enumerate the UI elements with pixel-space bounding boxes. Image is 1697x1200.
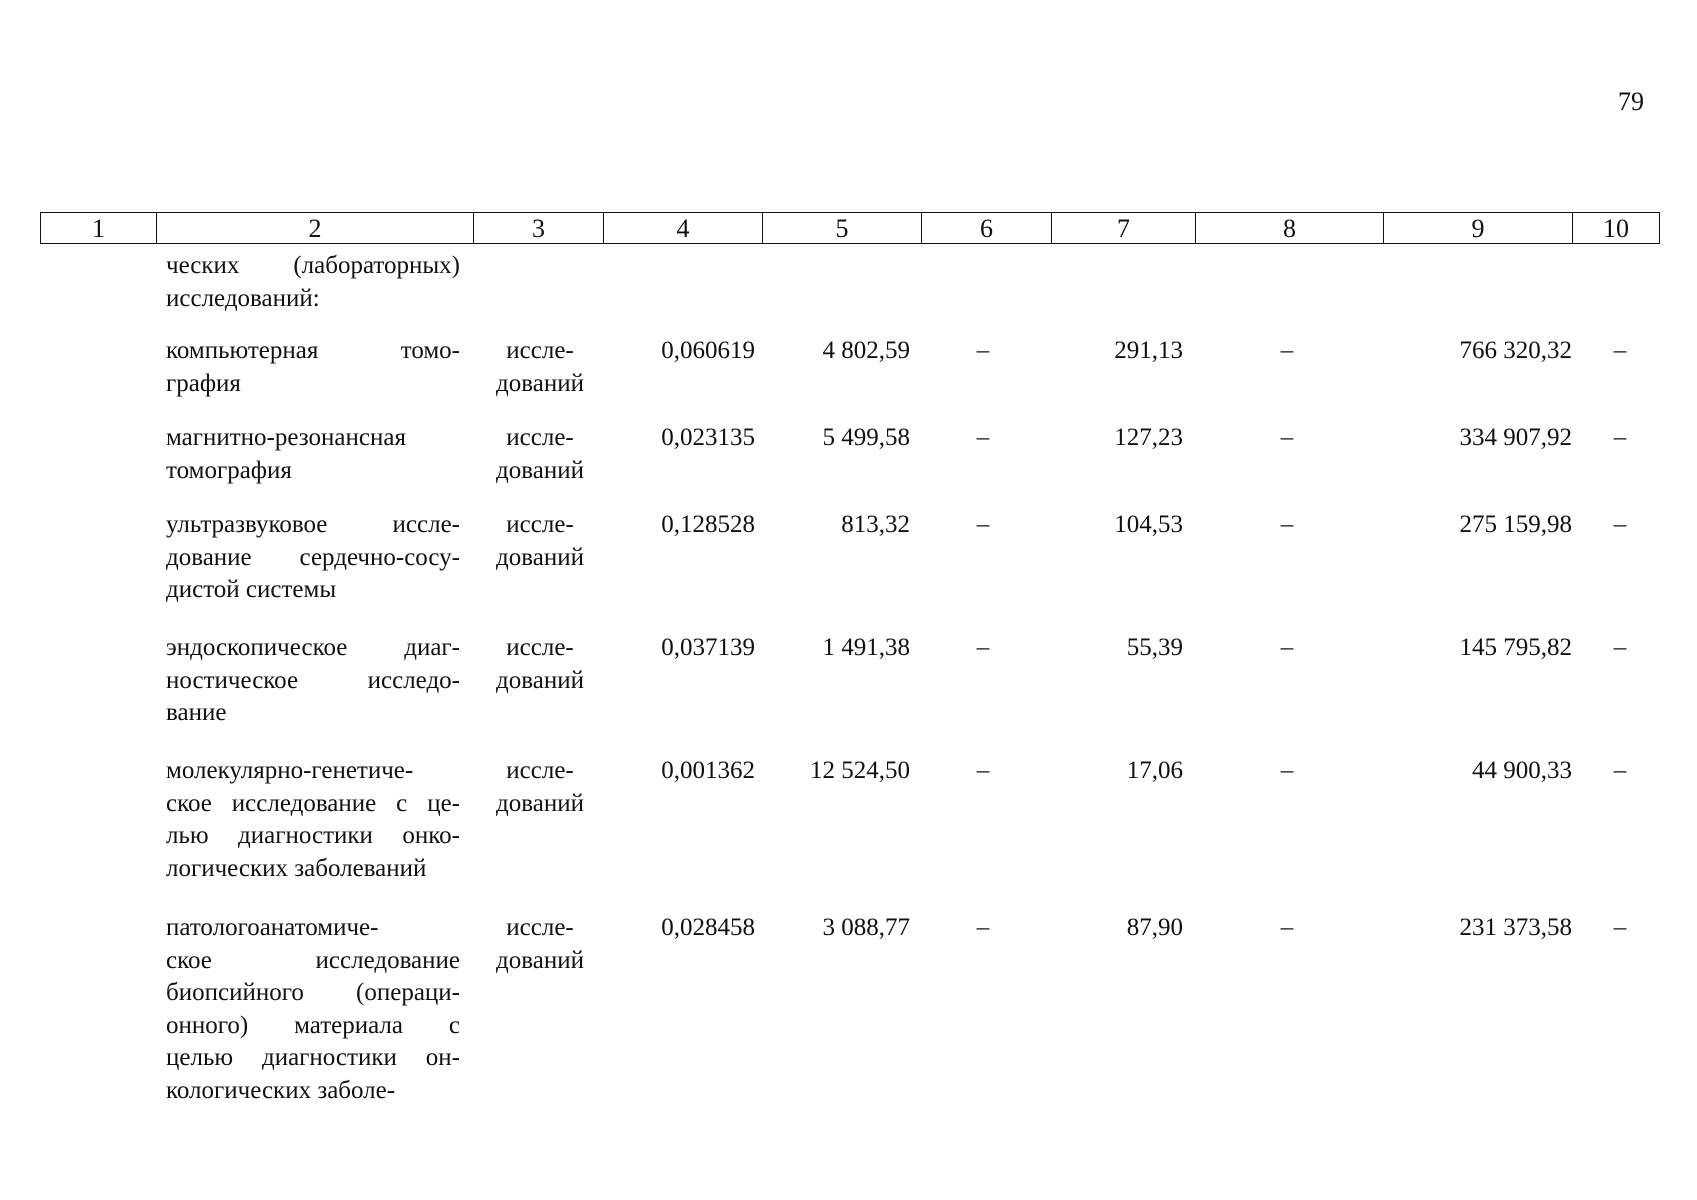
text-line: дований: [496, 456, 584, 484]
continuation-text: [166, 250, 460, 315]
text-line: иссле-: [506, 914, 574, 941]
text-line: целью диагностики он-: [166, 1044, 460, 1071]
dash-col8: –: [1280, 634, 1294, 661]
text-line: иссле-: [506, 424, 574, 451]
total-value: 766 320,32: [1459, 337, 1572, 364]
header-cell: 8: [1195, 212, 1384, 244]
service-name: [166, 509, 460, 607]
header-cell: 4: [603, 212, 763, 244]
text-line: вание: [166, 699, 227, 726]
unit: [486, 755, 594, 820]
unit: [486, 422, 594, 487]
total-value: 145 795,82: [1459, 634, 1572, 661]
text-line: магнитно-резонансная: [166, 424, 406, 451]
total-value: 231 373,58: [1459, 914, 1572, 941]
unit: [486, 335, 594, 400]
service-name: [166, 335, 460, 400]
per-capita-value: 55,39: [1126, 634, 1183, 661]
cost-value: 813,32: [841, 511, 910, 538]
dash-col10: –: [1613, 634, 1627, 661]
text-line: дований: [496, 946, 584, 974]
total-value: 334 907,92: [1459, 424, 1572, 451]
page-number: 79: [1618, 87, 1644, 116]
text-line: эндоскопическое диаг-: [166, 634, 460, 661]
text-line: ческих (лабораторных): [166, 252, 460, 279]
header-cell: 5: [762, 212, 922, 244]
dash-col10: –: [1613, 914, 1627, 941]
text-line: дований: [496, 789, 584, 817]
dash-col6: –: [976, 337, 990, 364]
service-name: [166, 632, 460, 730]
header-cell: 9: [1383, 212, 1573, 244]
dash-col10: –: [1613, 337, 1627, 364]
dash-col10: –: [1613, 424, 1627, 451]
header-cell: 1: [40, 212, 157, 244]
text-line: компьютерная томо-: [166, 337, 460, 364]
cost-value: 5 499,58: [822, 424, 910, 451]
cost-value: 12 524,50: [810, 757, 910, 784]
cost-value: 1 491,38: [822, 634, 910, 661]
text-line: дование сердечно-сосу-: [166, 543, 460, 571]
dash-col8: –: [1280, 337, 1294, 364]
cost-value: 3 088,77: [822, 914, 910, 941]
per-capita-value: 87,90: [1126, 914, 1183, 941]
dash-col6: –: [976, 634, 990, 661]
per-capita-value: 127,23: [1114, 424, 1183, 451]
text-line: дований: [496, 666, 584, 694]
header-cell: 6: [921, 212, 1052, 244]
total-value: 44 900,33: [1472, 757, 1572, 784]
service-name: [166, 755, 460, 885]
per-capita-value: 291,13: [1114, 337, 1183, 364]
dash-col8: –: [1280, 914, 1294, 941]
text-line: иссле-: [506, 634, 574, 661]
text-line: иссле-: [506, 511, 574, 538]
header-cell: 2: [156, 212, 474, 244]
text-line: дований: [496, 543, 584, 571]
unit: [486, 509, 594, 574]
header-cell: 3: [473, 212, 604, 244]
text-line: онного) материала с: [166, 1011, 460, 1039]
per-capita-value: 17,06: [1126, 757, 1183, 784]
text-line: ностическое исследо-: [166, 666, 460, 694]
unit: [486, 632, 594, 697]
text-line: дистой системы: [166, 576, 337, 603]
norm-value: 0,060619: [661, 337, 755, 364]
text-line: исследований:: [166, 284, 320, 312]
service-name: [166, 912, 460, 1107]
text-line: ское исследование: [166, 946, 460, 974]
dash-col8: –: [1280, 757, 1294, 784]
dash-col6: –: [976, 424, 990, 451]
text-line: логических заболеваний: [166, 854, 427, 882]
cost-value: 4 802,59: [822, 337, 910, 364]
text-line: ультразвуковое иссле-: [166, 511, 460, 538]
norm-value: 0,001362: [661, 757, 755, 784]
dash-col8: –: [1280, 424, 1294, 451]
norm-value: 0,128528: [661, 511, 755, 538]
unit: [486, 912, 594, 977]
text-line: графия: [166, 369, 241, 397]
text-line: патологоанатомиче-: [166, 914, 379, 941]
norm-value: 0,023135: [661, 424, 755, 451]
text-line: ское исследование с це-: [166, 789, 460, 817]
dash-col10: –: [1613, 757, 1627, 784]
total-value: 275 159,98: [1459, 511, 1572, 538]
header-cell: 7: [1051, 212, 1196, 244]
text-line: дований: [496, 369, 584, 397]
text-line: кологических заболе-: [166, 1076, 396, 1104]
norm-value: 0,028458: [661, 914, 755, 941]
text-line: лью диагностики онко-: [166, 822, 460, 849]
dash-col6: –: [976, 757, 990, 784]
per-capita-value: 104,53: [1114, 511, 1183, 538]
service-name: [166, 422, 460, 487]
header-cell: 10: [1572, 212, 1660, 244]
text-line: иссле-: [506, 757, 574, 784]
text-line: биопсийного (операци-: [166, 979, 460, 1006]
dash-col8: –: [1280, 511, 1294, 538]
text-line: молекулярно-генетиче-: [166, 757, 414, 784]
text-line: томография: [166, 456, 292, 484]
norm-value: 0,037139: [661, 634, 755, 661]
dash-col10: –: [1613, 511, 1627, 538]
dash-col6: –: [976, 511, 990, 538]
text-line: иссле-: [506, 337, 574, 364]
dash-col6: –: [976, 914, 990, 941]
